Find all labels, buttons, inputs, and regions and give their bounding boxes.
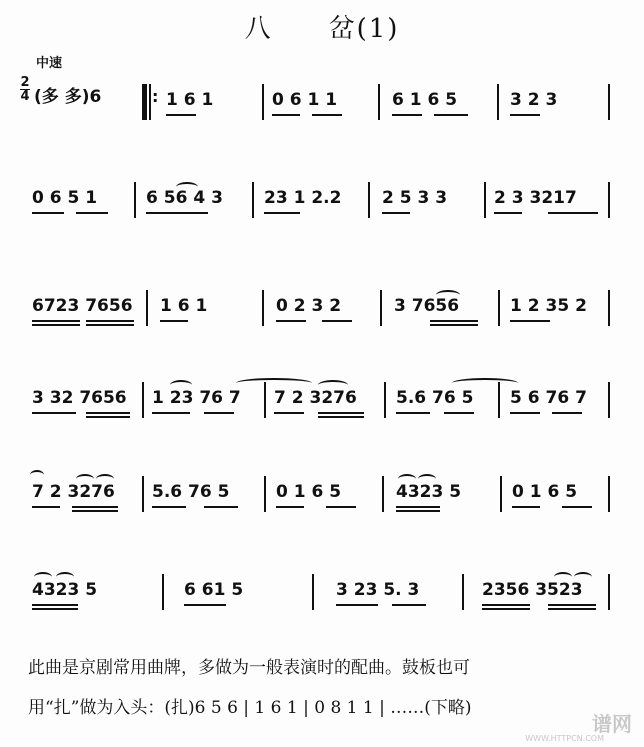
barline [312, 574, 314, 610]
barline [134, 182, 136, 218]
measure-notes: 5.6 76 5 [396, 388, 474, 408]
underline [166, 114, 196, 116]
description-line-1: 此曲是京剧常用曲牌，多做为一般表演时的配曲。鼓板也可 [28, 658, 470, 678]
tie-slur [318, 380, 348, 390]
measure-notes: 4323 5 [396, 482, 462, 502]
tie-slur [574, 572, 592, 582]
repeat-dots: : [152, 87, 159, 106]
rhythm-underline [322, 320, 352, 322]
rhythm-underline [552, 412, 582, 414]
measure-notes: 0 2 3 2 [276, 296, 342, 316]
repeat-sign [142, 84, 147, 120]
intro-notes: (多 多)6 [34, 87, 102, 107]
barline [262, 84, 264, 120]
measure [152, 470, 262, 530]
tie-slur [398, 474, 416, 484]
tie-slur [170, 380, 192, 390]
measure [32, 284, 142, 344]
measure [382, 176, 482, 236]
music-system-6 [0, 568, 644, 628]
measure [160, 284, 250, 344]
rhythm-underline [562, 506, 592, 508]
barline [378, 84, 380, 120]
rhythm-underline [152, 412, 190, 414]
barline [608, 290, 610, 326]
rhythm-underline [326, 506, 356, 508]
rhythm-underline [32, 506, 60, 508]
measure-notes: 5 6 76 7 [510, 388, 587, 408]
measure [276, 470, 376, 530]
rhythm-underline [86, 416, 130, 418]
barline [149, 84, 151, 120]
measure [32, 376, 142, 436]
measure [510, 78, 605, 138]
music-system-1 [0, 75, 644, 138]
barline [262, 290, 264, 326]
measure-notes: 0 1 6 5 [276, 482, 342, 502]
music-system-3 [0, 284, 644, 344]
rhythm-underline [430, 324, 478, 326]
barline [264, 476, 266, 512]
measure-notes: 3 23 5. 3 [336, 580, 420, 600]
measure-notes: 7 2 3276 [32, 482, 115, 502]
measure [32, 176, 132, 236]
rhythm-underline [76, 212, 108, 214]
rhythm-underline [184, 604, 226, 606]
measure [510, 284, 605, 344]
measure-notes: 2 3 3217 [494, 188, 577, 208]
measure-notes: 3 7656 [394, 296, 460, 316]
rhythm-underline [512, 506, 540, 508]
rhythm-underline [510, 412, 540, 414]
rhythm-underline [86, 324, 134, 326]
rhythm-underline [86, 320, 134, 322]
rhythm-underline [32, 412, 76, 414]
measure [272, 78, 376, 138]
measure-notes: 7 2 3276 [274, 388, 357, 408]
rhythm-underline [382, 212, 410, 214]
rhythm-underline [274, 412, 304, 414]
rhythm-underline [548, 604, 596, 606]
measure-notes: 6 56 4 3 [146, 188, 223, 208]
measure [166, 78, 261, 138]
tie-slur [436, 290, 460, 300]
tie-slur [418, 474, 436, 484]
underline [510, 114, 540, 116]
tie-slur [56, 572, 74, 582]
rhythm-underline [72, 506, 118, 508]
barline [368, 182, 370, 218]
barline [462, 574, 464, 610]
rhythm-underline [276, 506, 304, 508]
measure [392, 78, 502, 138]
rhythm-underline [396, 506, 440, 508]
measure-notes: 1 23 76 7 [152, 388, 241, 408]
barline [146, 290, 148, 326]
measure-notes: 1 6 1 [160, 296, 208, 316]
rhythm-underline [444, 412, 474, 414]
barline [608, 182, 610, 218]
music-system-4 [0, 376, 644, 436]
measure-notes: 3 2 3 [510, 90, 558, 110]
barline [382, 476, 384, 512]
rhythm-underline [396, 510, 440, 512]
measure-notes: 0 6 1 1 [272, 90, 338, 110]
barline [384, 382, 386, 418]
tie-slur [176, 182, 198, 192]
page-title: 八 岔(1) [244, 14, 400, 44]
barline [142, 382, 144, 418]
measure [264, 176, 364, 236]
barline [608, 574, 610, 610]
rhythm-underline [146, 212, 208, 214]
music-system-5 [0, 470, 644, 530]
measure-notes: 2356 3523 [482, 580, 583, 600]
rhythm-underline [204, 412, 234, 414]
tie-slur [96, 474, 114, 484]
rhythm-underline [482, 608, 530, 610]
rhythm-underline [392, 604, 426, 606]
rhythm-underline [32, 324, 80, 326]
time-signature-top: 2 [20, 75, 30, 90]
barline [497, 84, 499, 120]
rhythm-underline [32, 212, 64, 214]
tie-slur [34, 572, 52, 582]
measure-notes: 0 1 6 5 [512, 482, 578, 502]
music-system-2 [0, 176, 644, 236]
measure [510, 376, 605, 436]
rhythm-underline [318, 412, 364, 414]
tie-slur [452, 378, 518, 388]
barline [252, 182, 254, 218]
rhythm-underline [32, 320, 80, 322]
barline [608, 476, 610, 512]
rhythm-underline [160, 320, 188, 322]
tie-slur [554, 572, 572, 582]
measure-notes: 0 6 5 1 [32, 188, 98, 208]
measure [494, 176, 604, 236]
measure-notes: 2 5 3 3 [382, 188, 448, 208]
measure-notes: 6723 7656 [32, 296, 133, 316]
underline [392, 114, 422, 116]
underline [272, 114, 300, 116]
rhythm-underline [264, 212, 300, 214]
underline [434, 114, 468, 116]
rhythm-underline [32, 604, 78, 606]
rhythm-underline [86, 412, 130, 414]
measure-notes: 3 32 7656 [32, 388, 127, 408]
barline [484, 182, 486, 218]
rhythm-underline [548, 608, 596, 610]
watermark-logo: 谱网 [592, 712, 632, 736]
measure [336, 568, 446, 628]
rhythm-underline [494, 212, 522, 214]
rhythm-underline [318, 416, 364, 418]
measure-notes: 6 61 5 [184, 580, 244, 600]
measure-notes: 1 2 35 2 [510, 296, 587, 316]
tie-slur [76, 474, 94, 484]
measure-notes: 4323 5 [32, 580, 98, 600]
rhythm-underline [482, 604, 530, 606]
rhythm-underline [430, 320, 478, 322]
time-signature-bottom: 4 [20, 89, 30, 104]
tie-slur [30, 470, 44, 480]
measure-notes: 6 1 6 5 [392, 90, 458, 110]
underline [312, 114, 342, 116]
barline [498, 290, 500, 326]
rhythm-underline [510, 320, 550, 322]
measure [184, 568, 294, 628]
rhythm-underline [72, 510, 118, 512]
measure-notes: 23 1 2.2 [264, 188, 342, 208]
rhythm-underline [396, 412, 430, 414]
barline [608, 84, 610, 120]
description-line-2: 用“扎”做为入头：(扎)6 5 6 | 1 6 1 | 0 8 1 1 | ……(下略) [28, 698, 472, 718]
barline [380, 290, 382, 326]
rhythm-underline [32, 608, 78, 610]
rhythm-underline [336, 604, 378, 606]
measure-notes: 1 6 1 [166, 90, 214, 110]
measure [512, 470, 607, 530]
rhythm-underline [152, 506, 186, 508]
rhythm-underline [204, 506, 238, 508]
tie-slur [236, 378, 312, 388]
barline [608, 382, 610, 418]
rhythm-underline [276, 320, 306, 322]
rhythm-underline [548, 212, 598, 214]
measure-notes: 5.6 76 5 [152, 482, 230, 502]
watermark-url: WWW.HTTPCN.COM [525, 734, 604, 743]
measure [276, 284, 376, 344]
barline [500, 476, 502, 512]
barline [162, 574, 164, 610]
tempo-marking: 中速 [36, 56, 63, 71]
barline [142, 476, 144, 512]
